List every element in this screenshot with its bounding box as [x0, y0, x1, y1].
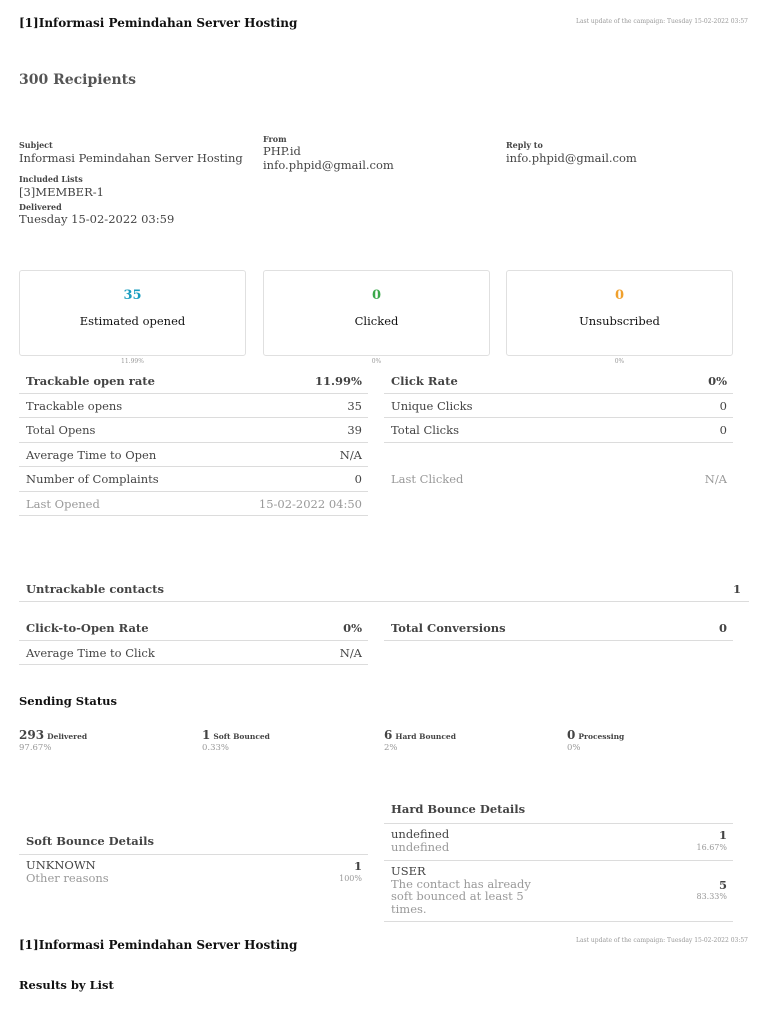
- status-count: 1: [202, 728, 211, 742]
- list-item: [391, 828, 727, 853]
- open-rate-label: Trackable open rate: [26, 374, 155, 388]
- cto-table: [19, 616, 368, 665]
- bounce-percent: 100%: [339, 874, 362, 883]
- open-rate-value: 11.99%: [315, 374, 362, 388]
- sending-status-title: Sending Status: [19, 694, 118, 708]
- status-count: 293: [19, 728, 45, 742]
- cto-rate-value: 0%: [343, 621, 362, 635]
- row-value: N/A: [339, 447, 362, 462]
- row-value: N/A: [339, 645, 362, 660]
- bounce-desc: The contact has already soft bounced at least 5 times.: [391, 876, 531, 916]
- unsubscribed-label: Unsubscribed: [579, 314, 660, 328]
- hard-bounce-title: Hard Bounce Details: [391, 802, 526, 816]
- clicks-table: [384, 369, 733, 492]
- clicked-count: 0: [371, 288, 382, 303]
- bounce-name: USER: [391, 864, 426, 878]
- delivered-value: Tuesday 15-02-2022 03:59: [19, 212, 175, 226]
- click-rate-label: Click Rate: [391, 374, 458, 388]
- row-value: 35: [347, 398, 362, 413]
- opens-table: [19, 369, 368, 516]
- divider: [19, 854, 368, 855]
- included-lists-value: [3]MEMBER-1: [19, 185, 104, 199]
- reply-to-label: Reply to: [506, 140, 543, 150]
- divider: [384, 860, 733, 861]
- opened-count: 35: [123, 288, 142, 303]
- untrackable-value: 1: [732, 582, 741, 596]
- card-clicked: [263, 270, 490, 356]
- status-processing: [567, 724, 624, 753]
- table-row: [19, 418, 368, 443]
- untrackable-label: Untrackable contacts: [26, 582, 164, 596]
- row-value: 0: [354, 472, 362, 486]
- last-update-text: Last update of the campaign: Tuesday 15-02-2022 03:57: [575, 18, 748, 25]
- table-row: [19, 394, 368, 419]
- card-estimated-opened: [19, 270, 246, 356]
- row-label: Total Clicks: [391, 423, 459, 437]
- footer-campaign-title: [1]Informasi Pemindahan Server Hosting: [19, 938, 298, 952]
- row-value: 39: [347, 423, 362, 437]
- status-percent: 2%: [384, 743, 398, 753]
- table-row: [384, 418, 733, 443]
- soft-bounce-title: Soft Bounce Details: [26, 834, 154, 848]
- status-label: Hard Bounced: [395, 732, 456, 741]
- reply-to-value: info.phpid@gmail.com: [506, 151, 637, 165]
- campaign-title: [1]Informasi Pemindahan Server Hosting: [19, 16, 298, 30]
- unsubscribed-percent: 0%: [614, 358, 625, 365]
- status-percent: 0%: [567, 743, 581, 753]
- status-percent: 0.33%: [202, 743, 230, 753]
- row-label: Average Time to Click: [26, 645, 155, 660]
- bounce-name: UNKNOWN: [26, 858, 96, 872]
- bounce-percent: 83.33%: [696, 892, 727, 901]
- status-hard-bounced: [384, 724, 456, 753]
- table-row: [384, 467, 733, 492]
- subject-value: Informasi Pemindahan Server Hosting: [19, 151, 243, 165]
- from-email: info.phpid@gmail.com: [263, 158, 394, 172]
- row-value: N/A: [704, 472, 727, 486]
- footer-last-update-text: Last update of the campaign: Tuesday 15-02-2022 03:57: [575, 937, 748, 944]
- subject-label: Subject: [19, 140, 53, 150]
- row-value: 0: [719, 398, 727, 413]
- table-row: [19, 369, 368, 394]
- results-by-list-title: Results by List: [19, 978, 114, 992]
- list-item: [26, 859, 362, 884]
- status-soft-bounced: [202, 724, 270, 753]
- cto-rate-label: Click-to-Open Rate: [26, 621, 149, 635]
- table-row: [19, 641, 368, 666]
- bounce-name: undefined: [391, 827, 450, 841]
- row-label: Average Time to Open: [26, 447, 157, 462]
- table-row-spacer: [384, 443, 733, 468]
- bounce-desc: Other reasons: [26, 870, 109, 885]
- row-label: Last Clicked: [391, 472, 464, 486]
- row-value: 15-02-2022 04:50: [258, 496, 362, 511]
- status-delivered: [19, 724, 87, 753]
- row-label: Number of Complaints: [26, 472, 159, 486]
- row-label: Total Opens: [26, 423, 96, 437]
- unsubscribed-count: 0: [614, 288, 625, 303]
- bounce-count: 5: [718, 878, 727, 892]
- delivered-label: Delivered: [19, 202, 62, 212]
- divider: [384, 921, 733, 922]
- row-label: Unique Clicks: [391, 398, 473, 413]
- conversions-label: Total Conversions: [391, 621, 506, 635]
- table-row: [19, 616, 368, 641]
- status-count: 0: [567, 728, 576, 742]
- bounce-percent: 16.67%: [696, 843, 727, 852]
- recipients-count: 300 Recipients: [19, 72, 137, 88]
- table-row: [384, 394, 733, 419]
- table-row: [19, 467, 368, 492]
- row-label: Trackable opens: [26, 398, 123, 413]
- status-count: 6: [384, 728, 393, 742]
- status-label: Soft Bounced: [213, 732, 270, 741]
- untrackable-row: [19, 577, 749, 602]
- from-name: PHP.id: [263, 144, 301, 158]
- conversions-value: 0: [718, 621, 727, 635]
- opened-percent: 11.99%: [121, 358, 144, 365]
- status-label: Processing: [578, 732, 625, 741]
- status-percent: 97.67%: [19, 743, 52, 753]
- status-label: Delivered: [47, 732, 88, 741]
- bounce-count: 1: [718, 828, 727, 842]
- table-row: [384, 369, 733, 394]
- row-label: Last Opened: [26, 496, 100, 511]
- clicked-label: Clicked: [354, 314, 399, 328]
- conversions-table: [384, 616, 733, 641]
- opened-label: Estimated opened: [79, 314, 186, 328]
- from-label: From: [263, 134, 287, 144]
- table-row: [384, 616, 733, 641]
- click-rate-value: 0%: [708, 374, 727, 388]
- list-item: [391, 865, 727, 915]
- bounce-count: 1: [353, 859, 362, 873]
- card-unsubscribed: [506, 270, 733, 356]
- table-row: [19, 492, 368, 517]
- table-row: [19, 443, 368, 468]
- clicked-percent: 0%: [371, 358, 382, 365]
- included-lists-label: Included Lists: [19, 174, 83, 184]
- divider: [384, 823, 733, 824]
- bounce-desc: undefined: [391, 839, 450, 854]
- row-value: 0: [719, 423, 727, 437]
